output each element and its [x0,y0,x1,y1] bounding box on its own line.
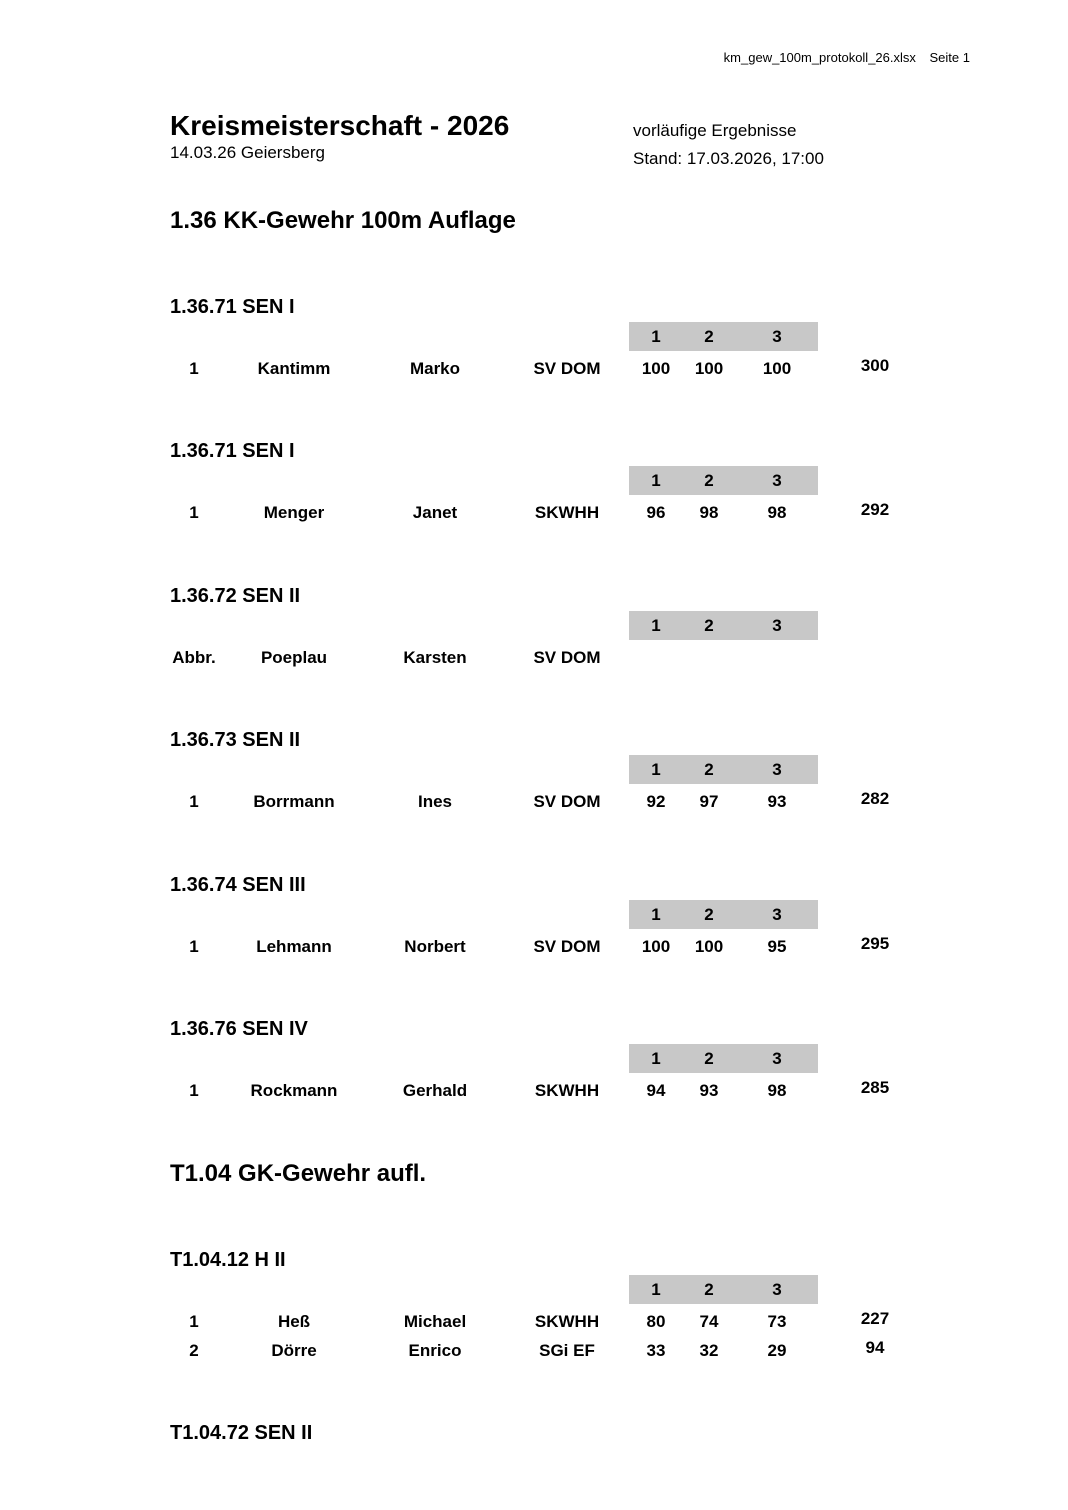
first-name: Janet [412,503,458,522]
club: SV DOM [533,792,601,811]
category-block [170,874,930,984]
total-score: 227 [860,1309,890,1328]
score-round-1: 80 [646,1312,666,1331]
category-title: T1.04.72 SEN II [170,1422,313,1444]
score-round-3: 98 [767,503,787,522]
round-header-labels [170,322,930,351]
category-title: 1.36.74 SEN III [170,874,306,896]
results-status: vorläufige Ergebnisse [633,121,797,140]
total-score: 94 [865,1338,885,1357]
last-name: Kantimm [257,359,331,378]
score-round-3: 73 [767,1312,787,1331]
total-score: 300 [860,356,890,375]
last-name: Dörre [271,1341,317,1360]
round-label: 3 [772,760,782,779]
last-name: Heß [277,1312,311,1331]
score-round-1: 96 [646,503,666,522]
score-round-3: 29 [767,1341,787,1360]
section-title: T1.04 GK-Gewehr aufl. [170,1160,427,1187]
result-row [170,1311,930,1333]
round-label: 1 [651,327,661,346]
event-title: Kreismeisterschaft - 2026 [170,110,510,141]
score-round-1: 94 [646,1081,666,1100]
score-round-3: 98 [767,1081,787,1100]
category-title: T1.04.12 H II [170,1249,286,1271]
first-name: Enrico [408,1341,462,1360]
score-round-3: 95 [767,937,787,956]
section-title: 1.36 KK-Gewehr 100m Auflage [170,207,516,234]
round-label: 3 [772,905,782,924]
score-round-3: 93 [767,792,787,811]
round-label: 2 [704,905,714,924]
result-row [170,1080,930,1102]
file-header [724,50,970,65]
total-score: 285 [860,1078,890,1097]
category-title: 1.36.71 SEN I [170,296,295,318]
club: SV DOM [533,648,601,667]
total-score: 282 [860,789,890,808]
result-row [170,358,930,380]
result-row [170,1340,930,1362]
rank: 2 [189,1341,199,1360]
first-name: Ines [417,792,453,811]
category-block [170,296,930,406]
result-row [170,647,930,669]
event-subtitle: 14.03.26 Geiersberg [170,143,325,162]
round-label: 1 [651,471,661,490]
round-header-labels [170,466,930,495]
category-block [170,1249,930,1379]
round-header-labels [170,900,930,929]
round-header-labels [170,611,930,640]
first-name: Karsten [403,648,467,667]
score-round-3: 100 [762,359,792,378]
club: SV DOM [533,359,601,378]
score-round-1: 33 [646,1341,666,1360]
round-label: 2 [704,327,714,346]
total-score: 292 [860,500,890,519]
first-name: Marko [409,359,461,378]
category-block [170,440,930,550]
rank: 1 [189,359,199,378]
category-block [170,585,930,695]
first-name: Norbert [404,937,466,956]
last-name: Rockmann [250,1081,338,1100]
score-round-2: 98 [699,503,719,522]
last-name: Borrmann [253,792,335,811]
category-title: 1.36.73 SEN II [170,729,301,751]
score-round-1: 100 [641,937,671,956]
first-name: Michael [403,1312,467,1331]
score-round-2: 74 [699,1312,719,1331]
round-label: 3 [772,1049,782,1068]
round-label: 2 [704,1280,714,1299]
round-label: 1 [651,1049,661,1068]
score-round-1: 92 [646,792,666,811]
round-label: 3 [772,471,782,490]
first-name: Gerhald [402,1081,468,1100]
round-label: 1 [651,905,661,924]
result-row [170,791,930,813]
rank: 1 [189,503,199,522]
rank: 1 [189,937,199,956]
round-label: 2 [704,616,714,635]
last-name: Lehmann [256,937,332,956]
club: SKWHH [534,503,600,522]
score-round-2: 32 [699,1341,719,1360]
rank: Abbr. [172,648,216,667]
club: SKWHH [534,1312,600,1331]
result-row [170,936,930,958]
file-name: km_gew_100m_protokoll_26.xlsx [723,50,916,65]
category-title: 1.36.71 SEN I [170,440,295,462]
score-round-2: 100 [694,937,724,956]
round-header-labels [170,1044,930,1073]
score-round-2: 100 [694,359,724,378]
rank: 1 [189,1081,199,1100]
score-round-1: 100 [641,359,671,378]
round-label: 1 [651,760,661,779]
category-title: 1.36.72 SEN II [170,585,301,607]
rank: 1 [189,792,199,811]
round-label: 2 [704,471,714,490]
category-title: 1.36.76 SEN IV [170,1018,308,1040]
round-label: 3 [772,1280,782,1299]
as-of-timestamp: Stand: 17.03.2026, 17:00 [633,149,824,168]
round-header-labels [170,755,930,784]
last-name: Menger [263,503,325,522]
round-label: 3 [772,327,782,346]
category-block [170,729,930,839]
round-label: 3 [772,616,782,635]
round-header-labels [170,1275,930,1304]
result-row [170,502,930,524]
last-name: Poeplau [260,648,328,667]
score-round-2: 93 [699,1081,719,1100]
rank: 1 [189,1312,199,1331]
total-score: 295 [860,934,890,953]
club: SGi EF [539,1341,595,1360]
club: SKWHH [534,1081,600,1100]
category-block [170,1422,930,1462]
category-block [170,1018,930,1128]
round-label: 1 [651,616,661,635]
round-label: 2 [704,760,714,779]
page-number: Seite 1 [929,50,970,65]
club: SV DOM [533,937,601,956]
status-block [633,117,824,173]
round-label: 2 [704,1049,714,1068]
score-round-2: 97 [699,792,719,811]
event-title-block [170,110,509,163]
round-label: 1 [651,1280,661,1299]
